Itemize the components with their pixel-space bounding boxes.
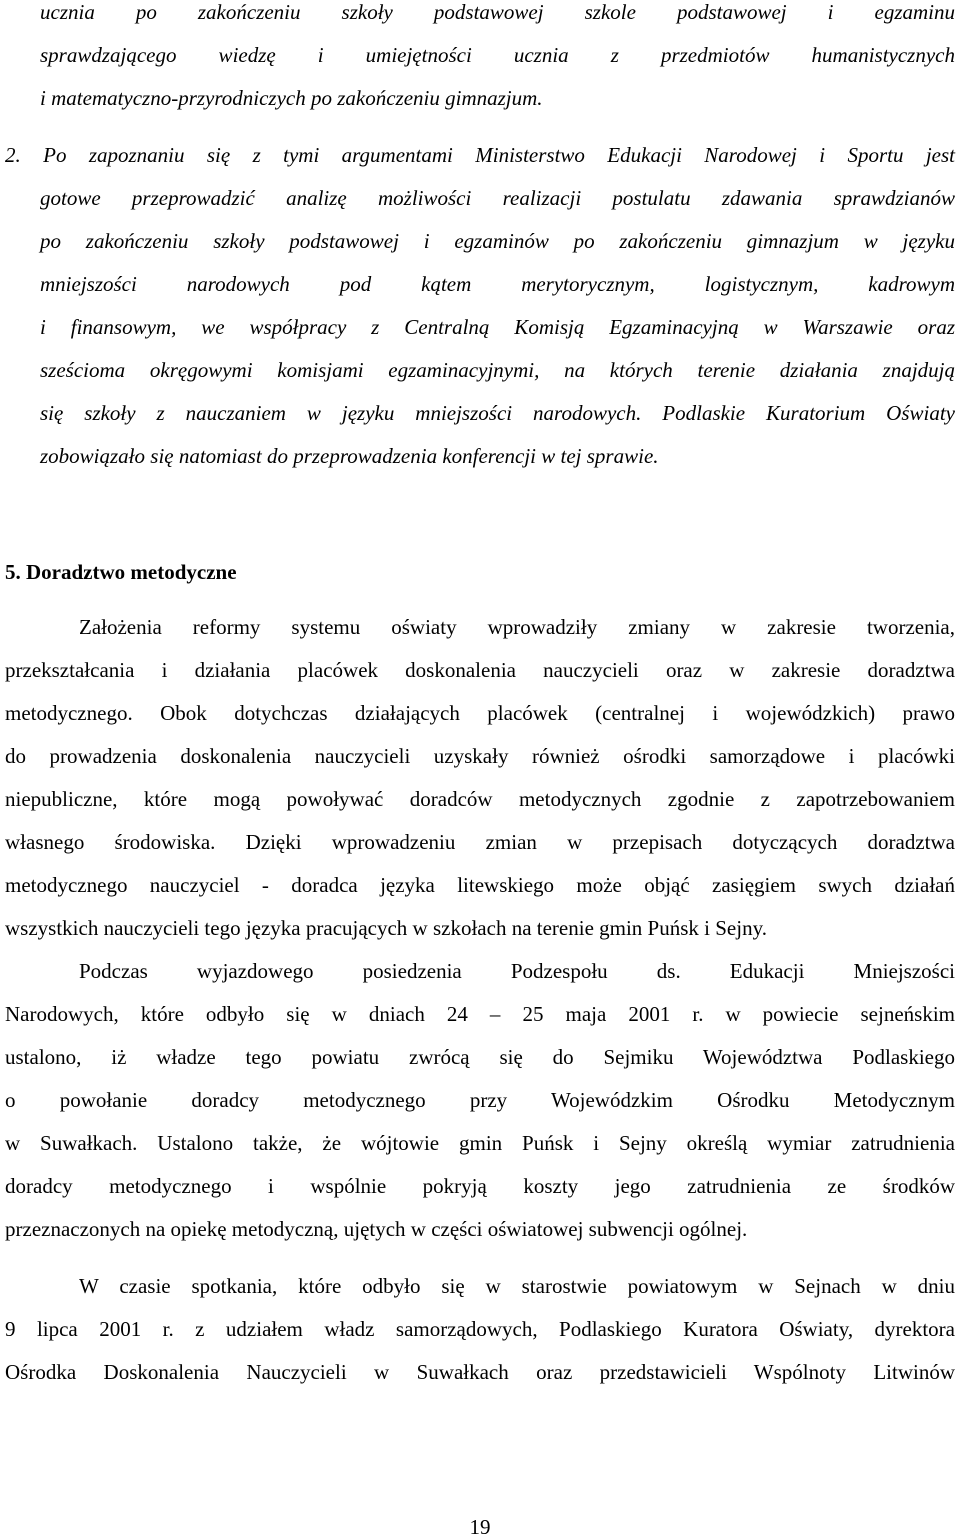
paragraph2-line: w Suwałkach. Ustalono także, że wójtowie gmin Puńsk i Sejny określą wymiar zatrudnienia	[5, 1131, 955, 1155]
top-paragraph-line: i matematyczno-przyrodniczych po zakończeniu gimnazjum.	[40, 86, 543, 110]
paragraph1-line: metodycznego. Obok dotychczas działających placówek (centralnej i wojewódzkich) prawo	[5, 701, 955, 725]
paragraph1-line: wszystkich nauczycieli tego języka pracujących w szkołach na terenie gmin Puńsk i Sejny.	[5, 916, 767, 940]
top-paragraph-line: ucznia po zakończeniu szkoły podstawowej szkole podstawowej i egzaminu	[40, 0, 955, 24]
point2-line: zobowiązało się natomiast do przeprowadzenia konferencji w tej sprawie.	[40, 444, 659, 468]
paragraph1-line: niepubliczne, które mogą powoływać doradców metodycznych zgodnie z zapotrzebowaniem	[5, 787, 955, 811]
point2-line: po zakończeniu szkoły podstawowej i egzaminów po zakończeniu gimnazjum w języku	[40, 229, 955, 253]
paragraph2-line: Podczas wyjazdowego posiedzenia Podzespołu ds. Edukacji Mniejszości	[79, 959, 955, 983]
top-paragraph-line: sprawdzającego wiedzę i umiejętności ucznia z przedmiotów humanistycznych	[40, 43, 955, 67]
paragraph2-line: przeznaczonych na opiekę metodyczną, ujętych w części oświatowej subwencji ogólnej.	[5, 1217, 748, 1241]
point2-line: gotowe przeprowadzić analizę możliwości realizacji postulatu zdawania sprawdzianów	[40, 186, 955, 210]
paragraph1-line: własnego środowiska. Dzięki wprowadzeniu zmian w przepisach dotyczących doradztwa	[5, 830, 955, 854]
paragraph2-line: doradcy metodycznego i wspólnie pokryją koszty jego zatrudnienia ze środków	[5, 1174, 955, 1198]
paragraph2-line: Narodowych, które odbyło się w dniach 24 – 25 maja 2001 r. w powiecie sejneńskim	[5, 1002, 955, 1026]
point2-line: 2. Po zapoznaniu się z tymi argumentami Ministerstwo Edukacji Narodowej i Sportu jest	[5, 143, 955, 167]
paragraph2-line: ustalono, iż władze tego powiatu zwrócą się do Sejmiku Województwa Podlaskiego	[5, 1045, 955, 1069]
section-heading: 5. Doradztwo metodyczne	[5, 560, 237, 584]
point2-line: i finansowym, we współpracy z Centralną Komisją Egzaminacyjną w Warszawie oraz	[40, 315, 955, 339]
paragraph1-line: metodycznego nauczyciel - doradca języka litewskiego może objąć zasięgiem swych działań	[5, 873, 955, 897]
paragraph1-line: przekształcania i działania placówek doskonalenia nauczycieli oraz w zakresie doradztwa	[5, 658, 955, 682]
point2-line: się szkoły z nauczaniem w języku mniejszości narodowych. Podlaskie Kuratorium Oświaty	[40, 401, 955, 425]
point2-line: sześcioma okręgowymi komisjami egzaminacyjnymi, na których terenie działania znajdują	[40, 358, 955, 382]
paragraph3-line: Ośrodka Doskonalenia Nauczycieli w Suwałkach oraz przedstawicieli Wspólnoty Litwinów	[5, 1360, 955, 1384]
paragraph1-line: Założenia reformy systemu oświaty wprowadziły zmiany w zakresie tworzenia,	[79, 615, 955, 639]
paragraph3-line: 9 lipca 2001 r. z udziałem władz samorządowych, Podlaskiego Kuratora Oświaty, dyrektora	[5, 1317, 955, 1341]
point2-line: mniejszości narodowych pod kątem merytorycznym, logistycznym, kadrowym	[40, 272, 955, 296]
paragraph3-line: W czasie spotkania, które odbyło się w starostwie powiatowym w Sejnach w dniu	[79, 1274, 955, 1298]
paragraph2-line: o powołanie doradcy metodycznego przy Wojewódzkim Ośrodku Metodycznym	[5, 1088, 955, 1112]
page-number: 19	[469, 1515, 491, 1539]
paragraph1-line: do prowadzenia doskonalenia nauczycieli uzyskały również ośrodki samorządowe i placówki	[5, 744, 955, 768]
